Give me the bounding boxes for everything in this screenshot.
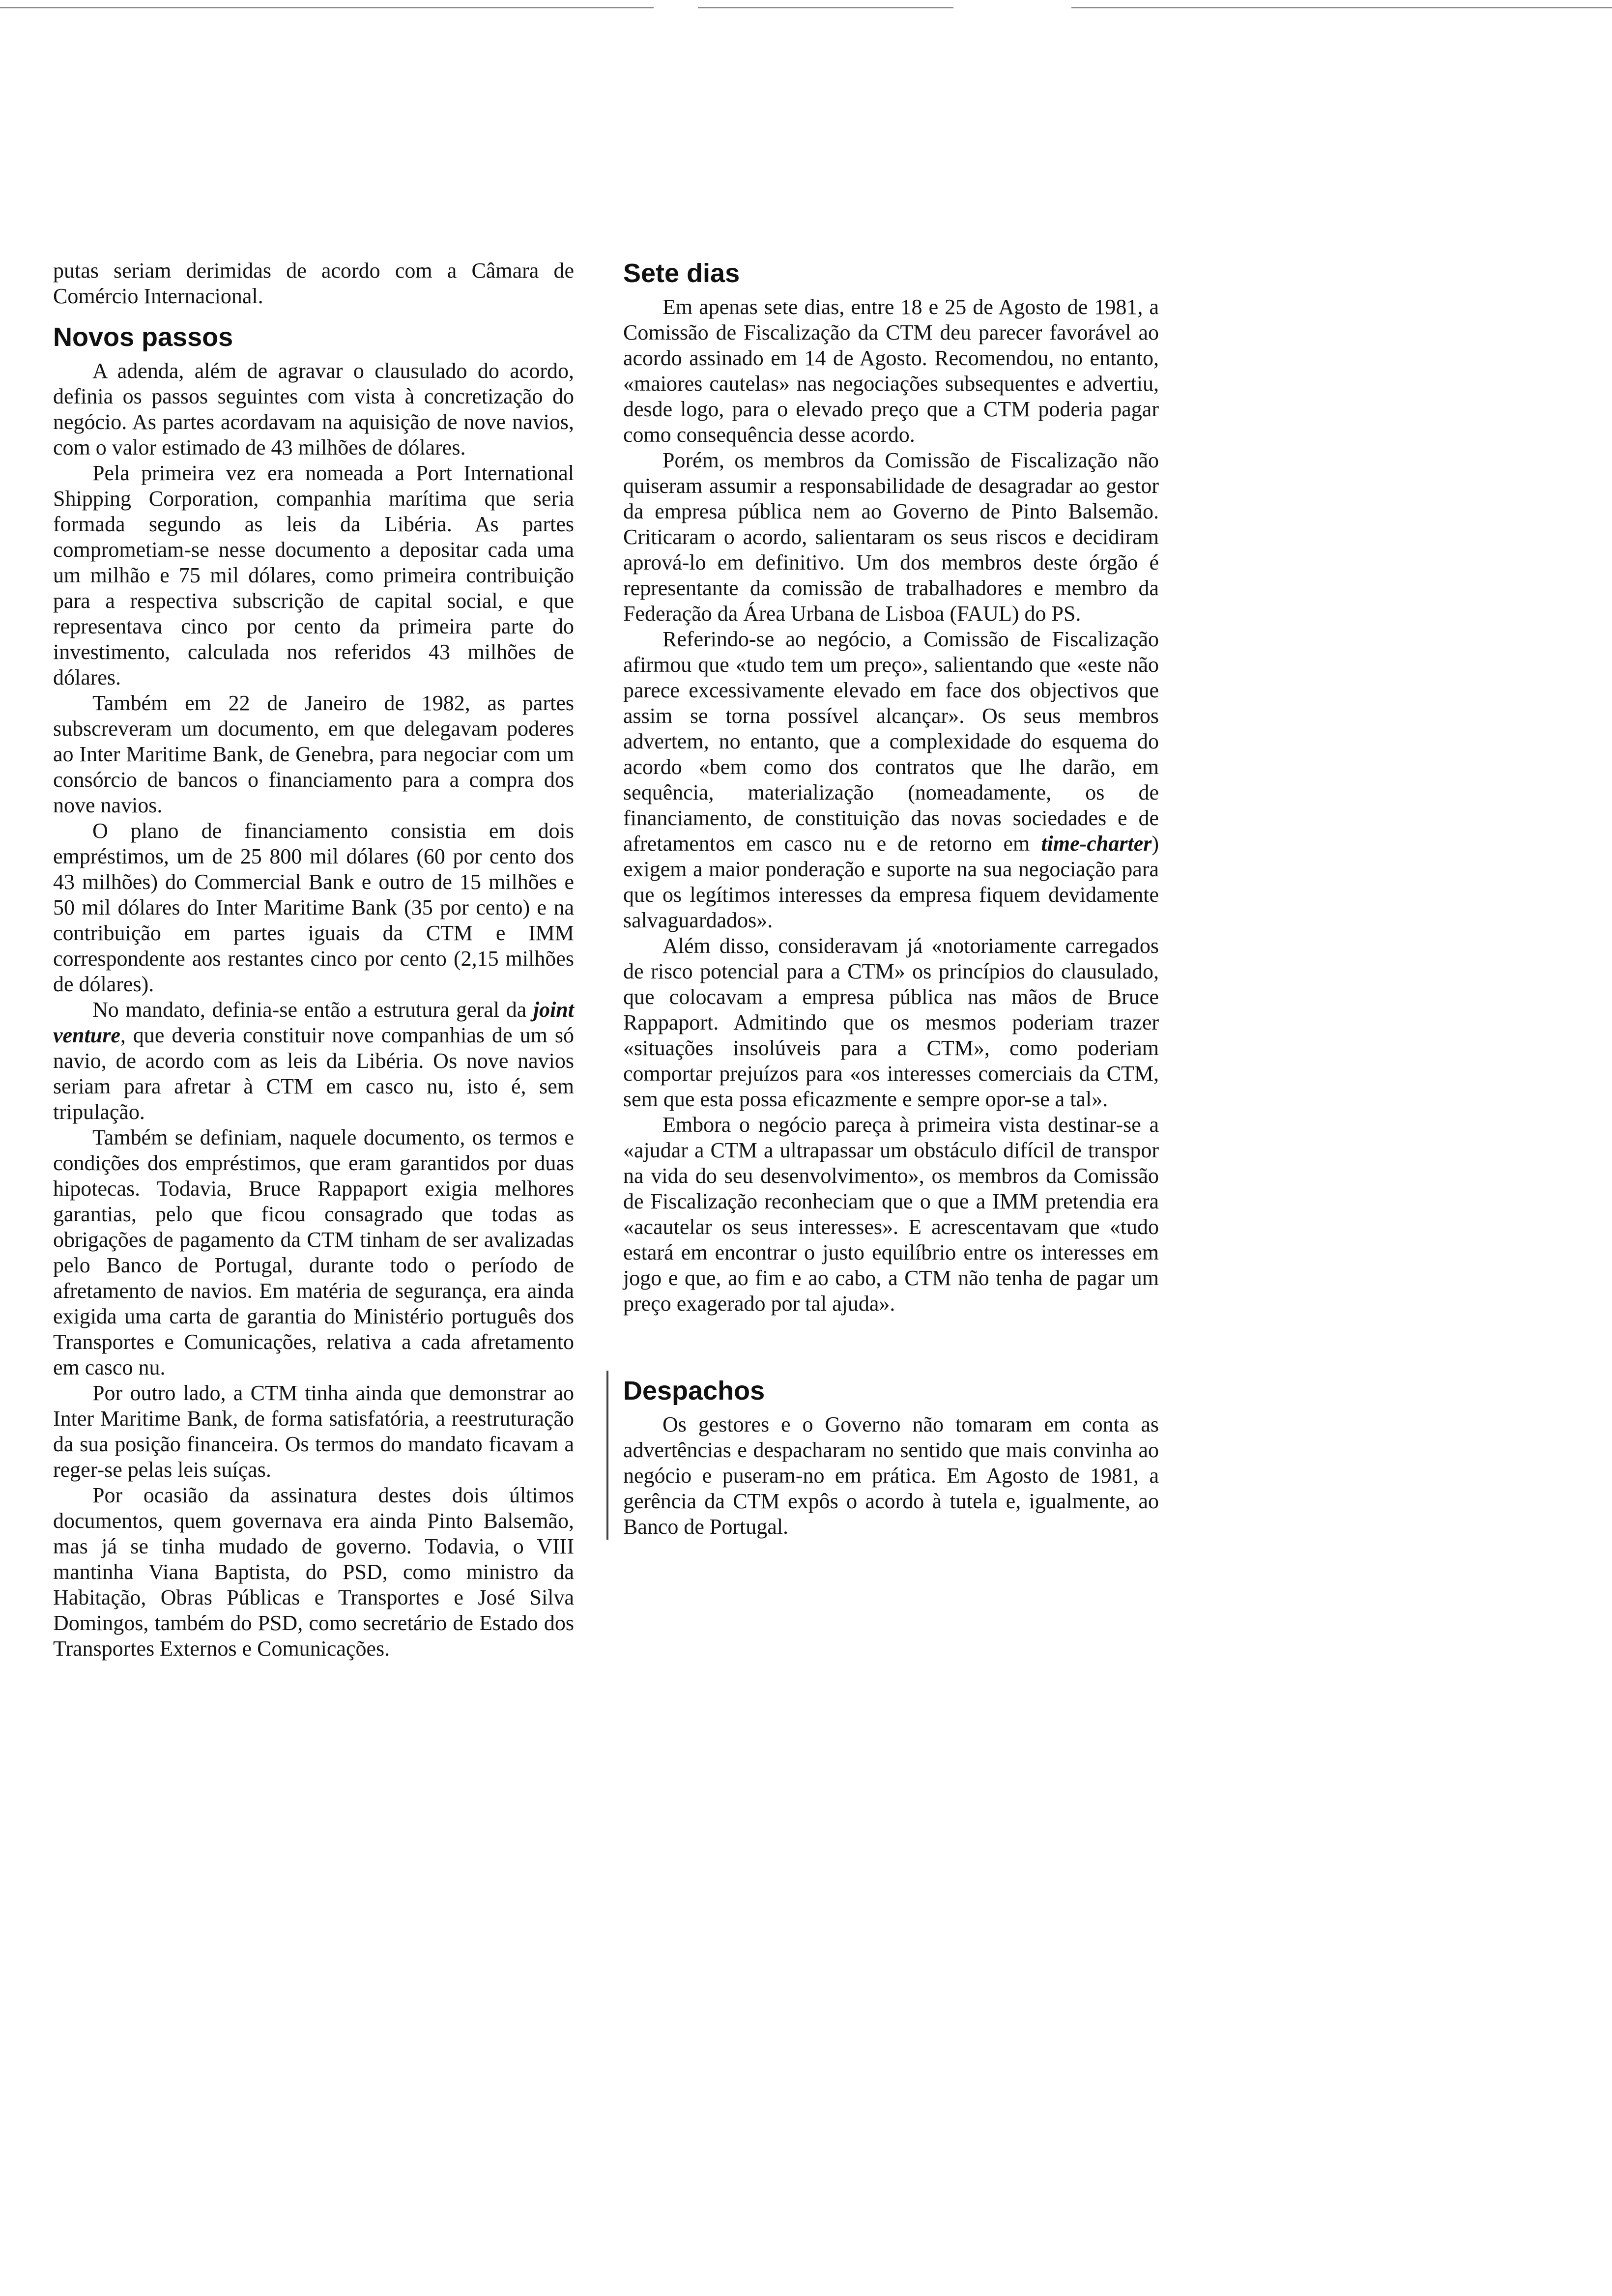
right-column: [623, 258, 1159, 1540]
body-paragraph-joint-venture: No mandato, definia-se então a estrutura geral da joint venture, que deveria constituir nove companhias de um só navio, de acordo com as leis da Libéria. Os nove navios seriam para afretar à CTM em casco nu, isto é, sem tripulação.: [53, 998, 574, 1124]
body-paragraph: O plano de financiamento consistia em dois empréstimos, um de 25 800 mil dólares (60 por cento dos 43 milhões) do Commercial Bank e outro de 15 milhões e 50 mil dólares do Inter Maritime Bank (35 por cento) e na contribuição em partes iguais da CTM e IMM correspondente aos restantes cinco por cento (2,15 milhões de dólares).: [53, 819, 574, 996]
section-heading-sete-dias: Sete dias: [623, 258, 740, 288]
body-paragraph-time-charter: Referindo-se ao negócio, a Comissão de Fiscalização afirmou que «tudo tem um preço», salientando que «este não parece excessivamente elevado em face dos objectivos que assim se torna possível alcançar». Os seus membros advertem, no entanto, que a complexidade do esquema do acordo «bem como dos contratos que lhe darão, em sequência, materialização (nomeadamente, os de financiamento, de constituição das novas sociedades e de afretamentos em casco nu e de retorno em time-charter) exigem a maior ponderação e suporte na sua negociação para que os legítimos interesses da empresa fiquem devidamente salvaguardados».: [623, 627, 1159, 932]
body-paragraph: Embora o negócio pareça à primeira vista destinar-se a «ajudar a CTM a ultrapassar um obstáculo difícil de transpor na vida do seu desenvolvimento», os membros da Comissão de Fiscalização reconheciam que o que a IMM pretendia era «acautelar os seus interesses». E acrescentavam que «tudo estará em encontrar o justo equilíbrio entre os interesses em jogo e que, ao fim e ao cabo, a CTM não tenha de pagar um preço exagerado por tal ajuda».: [623, 1113, 1159, 1316]
body-paragraph: Por ocasião da assinatura destes dois últimos documentos, quem governava era ainda Pinto Balsemão, mas já se tinha mudado de governo. Todavia, o VIII mantinha Viana Baptista, do PSD, como ministro da Habitação, Obras Públicas e Transportes e José Silva Domingos, também do PSD, como secretário de Estado dos Transportes Externos e Comunicações.: [53, 1483, 574, 1661]
body-paragraph: Também se definiam, naquele documento, os termos e condições dos empréstimos, que eram garantidos por duas hipotecas. Todavia, Bruce Rappaport exigia melhores garantias, pelo que ficou consagrado que todas as obrigações de pagamento da CTM tinham de ser avalizadas pelo Banco de Portugal, durante todo o período de afretamento de navios. Em matéria de segurança, era ainda exigida uma carta de garantia do Ministério português dos Transportes e Comunicações, relativa a cada afretamento em casco nu.: [53, 1125, 574, 1379]
italic-term: joint venture: [53, 998, 574, 1047]
despachos-section: [606, 1371, 1159, 1540]
body-paragraph: A adenda, além de agravar o clausulado do acordo, definia os passos seguintes com vista à concretização do negócio. As partes acordavam na aquisição de nove navios, com o valor estimado de 43 milhões de dólares.: [53, 359, 574, 459]
body-paragraph: Em apenas sete dias, entre 18 e 25 de Agosto de 1981, a Comissão de Fiscalização da CTM deu parecer favorável ao acordo assinado em 14 de Agosto. Recomendou, no entanto, «maiores cautelas» nas negociações subsequentes e advertiu, desde logo, para o elevado preço que a CTM poderia pagar como consequência desse acordo.: [623, 295, 1159, 447]
body-paragraph: Por outro lado, a CTM tinha ainda que demonstrar ao Inter Maritime Bank, de forma satisfatória, a reestruturação da sua posição financeira. Os termos do mandato ficavam a reger-se pelas leis suíças.: [53, 1381, 574, 1482]
italic-term: time-charter: [1041, 832, 1152, 856]
scan-top-rule: [1071, 7, 1612, 8]
body-paragraph: Os gestores e o Governo não tomaram em conta as advertências e despacharam no sentido que mais convinha ao negócio e puseram-no em prática. Em Agosto de 1981, a gerência da CTM expôs o acordo à tutela e, igualmente, ao Banco de Portugal.: [623, 1412, 1159, 1539]
section-heading-despachos: Despachos: [623, 1376, 765, 1406]
body-paragraph: Porém, os membros da Comissão de Fiscalização não quiseram assumir a responsabilidade de desagradar ao gestor da empresa pública nem ao Governo de Pinto Balsemão. Criticaram o acordo, salientaram os seus riscos e decidiram aprová-lo em definitivo. Um dos membros deste órgão é representante da comissão de trabalhadores e membro da Federação da Área Urbana de Lisboa (FAUL) do PS.: [623, 448, 1159, 626]
scan-top-rule: [698, 7, 953, 8]
scan-top-rule: [0, 7, 654, 8]
body-paragraph: Além disso, consideravam já «notoriamente carregados de risco potencial para a CTM» os princípios do clausulado, que colocavam a empresa pública nas mãos de Bruce Rappaport. Admitindo que os mesmos poderiam trazer «situações insolúveis para a CTM», como poderiam comportar prejuízos para «os interesses comerciais da CTM, sem que esta possa eficazmente e sempre opor-se a tal».: [623, 934, 1159, 1111]
intro-paragraph: putas seriam derimidas de acordo com a Câmara de Comércio Internacional.: [53, 258, 574, 308]
left-column: [53, 258, 574, 1662]
body-paragraph: Pela primeira vez era nomeada a Port International Shipping Corporation, companhia marítima que seria formada segundo as leis da Libéria. As partes comprometiam-se nesse documento a depositar cada uma um milhão e 75 mil dólares, como primeira contribuição para a respectiva subscrição de capital social, e que representava cinco por cento da primeira parte do investimento, calculada nos referidos 43 milhões de dólares.: [53, 461, 574, 689]
section-heading-novos-passos: Novos passos: [53, 322, 233, 352]
body-paragraph: Também em 22 de Janeiro de 1982, as partes subscreveram um documento, em que delegavam poderes ao Inter Maritime Bank, de Genebra, para negociar com um consórcio de bancos o financiamento para a compra dos nove navios.: [53, 691, 574, 817]
